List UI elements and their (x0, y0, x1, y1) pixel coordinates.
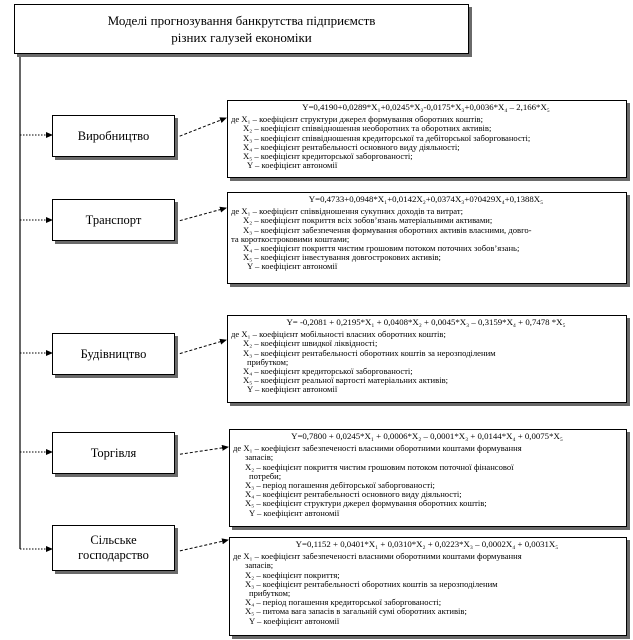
model-line: X₄ – коефіцієнт рентабельності основного виду діяльності; (243, 141, 460, 152)
model-line: Y – коефіцієнт автономії (247, 160, 338, 171)
diagram-title-line-2: різних галузей економіки (171, 30, 312, 45)
model-line: де X₁ – коефіцієнт мобільності власних оборотних коштів; (231, 329, 446, 340)
model-line: X₂ – коефіцієнт швидкої ліквідності; (243, 338, 378, 349)
model-line: прибутком; (247, 356, 289, 367)
branch-construction (52, 333, 175, 375)
model-line: де X₁ – коефіцієнт забезпеченості власними оборотними коштами формування (233, 443, 522, 454)
model-line: X₄ – період погашення кредиторської заборгованості; (245, 597, 442, 608)
branch-3-to-model-3 (175, 340, 226, 355)
model-equation: Y=0,1152 + 0,0401*X₁ + 0,0310*X₂ + 0,0223*X₃ – 0,0002X₄ + 0,0031X₅ (295, 539, 559, 549)
model-box-trade (229, 429, 627, 527)
model-line: X₅ – коефіцієнт інвестування довгострокових активів; (243, 252, 441, 263)
model-line: X₅ – коефіцієнт структури джерел формування оборотних коштів; (245, 498, 487, 509)
branch-5-to-model-5 (175, 540, 228, 552)
model-equation: Y= -0,2081 + 0,2195*X₁ + 0,0408*X₂ + 0,0045*X₃ – 0,3159*X₄ + 0,7478 *X₅ (286, 317, 566, 327)
model-box-construction (227, 315, 627, 403)
model-line: X₃ – коефіцієнт співвідношення кредиторської та дебіторської заборгованості; (243, 132, 531, 143)
model-equation: Y=0,4190+0,0289*X₁+0,0245*X₂-0,0175*X₃+0,0036*X₄ – 2,166*X₅ (302, 102, 550, 112)
model-line: X₄ – коефіцієнт кредиторської заборгованості; (243, 366, 413, 377)
branch-trade (52, 432, 175, 474)
model-line: X₃ – коефіцієнт рентабельності оборотних коштів за нерозподіленим (245, 578, 498, 589)
branch-manufacturing (52, 115, 175, 157)
model-line: X₅ – коефіцієнт кредиторської заборгованості; (243, 151, 413, 162)
model-line: X₄ – коефіцієнт рентабельності основного виду діяльності; (245, 489, 462, 500)
model-line: X₃ – коефіцієнт рентабельності оборотних коштів за нерозподіленим (243, 347, 496, 358)
model-line: Y – коефіцієнт автономії (247, 261, 338, 272)
branch-2-to-model-2 (175, 208, 226, 222)
branch-4-to-model-4 (175, 447, 228, 455)
model-line: X₅ – коефіцієнт реальної вартості матеріальних активів; (243, 375, 449, 386)
model-line: X₃ – період погашення дебіторської заборгованості; (245, 480, 435, 491)
model-line: X₄ – коефіцієнт покриття чистим грошовим потоком поточних зобов’язань; (243, 243, 520, 254)
diagram-title-box (14, 4, 469, 54)
branch-1-to-model-1 (175, 118, 226, 138)
branch-label: Торгівля (90, 445, 137, 460)
branch-label: Транспорт (85, 212, 142, 227)
model-line: X₂ – коефіцієнт покриття; (245, 569, 340, 580)
model-line: X₂ – коефіцієнт покриття всіх зобов’язань матеріальними активами; (243, 215, 493, 226)
branch-label-line-1: Сільське (90, 533, 137, 547)
model-equation: Y=0,7800 + 0,0245*X₁ + 0,0006*X₂ – 0,0001*X₃ + 0,0144*X₄ + 0,0075*X₅ (291, 431, 563, 441)
model-line: X₂ – коефіцієнт співвідношення необоротних та оборотних активів; (243, 123, 492, 134)
branch-label: Будівництво (80, 346, 147, 361)
model-line: де X₁ – коефіцієнт структури джерел формування оборотних коштів; (231, 114, 483, 125)
branch-label-line-2: господарство (78, 548, 149, 562)
model-line: прибутком; (249, 588, 291, 599)
model-line: потреби; (249, 470, 282, 481)
model-line: запасів; (245, 560, 274, 571)
model-box-transport (227, 192, 627, 284)
model-line: запасів; (245, 452, 274, 463)
branch-label: Виробництво (77, 128, 150, 143)
model-line: X₃ – коефіцієнт забезпечення формування оборотних активів власними, довго- (243, 224, 532, 235)
branch-transport (52, 199, 175, 241)
model-box-manufacturing (227, 100, 627, 178)
model-line: X₅ – питома вага запасів в загальній сумі оборотних активів; (245, 606, 467, 617)
model-line: де X₁ – коефіцієнт співвідношення сукупних доходів та витрат; (231, 206, 464, 217)
branch-agriculture (52, 525, 175, 571)
model-line: де X₁ – коефіцієнт забезпеченості власними оборотними коштами формування (233, 551, 522, 562)
model-box-agriculture (229, 537, 627, 636)
model-line: X₂ – коефіцієнт покриття чистим грошовим потоком поточної фінансової (245, 461, 514, 472)
model-line: Y – коефіцієнт автономії (249, 615, 340, 626)
diagram-title-line-1: Моделі прогнозування банкрутства підприємств (107, 13, 376, 28)
model-equation: Y=0,4733+0,0948*X₁+0,0142X₂+0,0374X₃+0?0429X₄+0,1388X₅ (308, 194, 544, 204)
model-line: Y – коефіцієнт автономії (247, 384, 338, 395)
model-line: Y – коефіцієнт автономії (249, 507, 340, 518)
model-line: та короткостроковими коштами; (231, 233, 350, 244)
